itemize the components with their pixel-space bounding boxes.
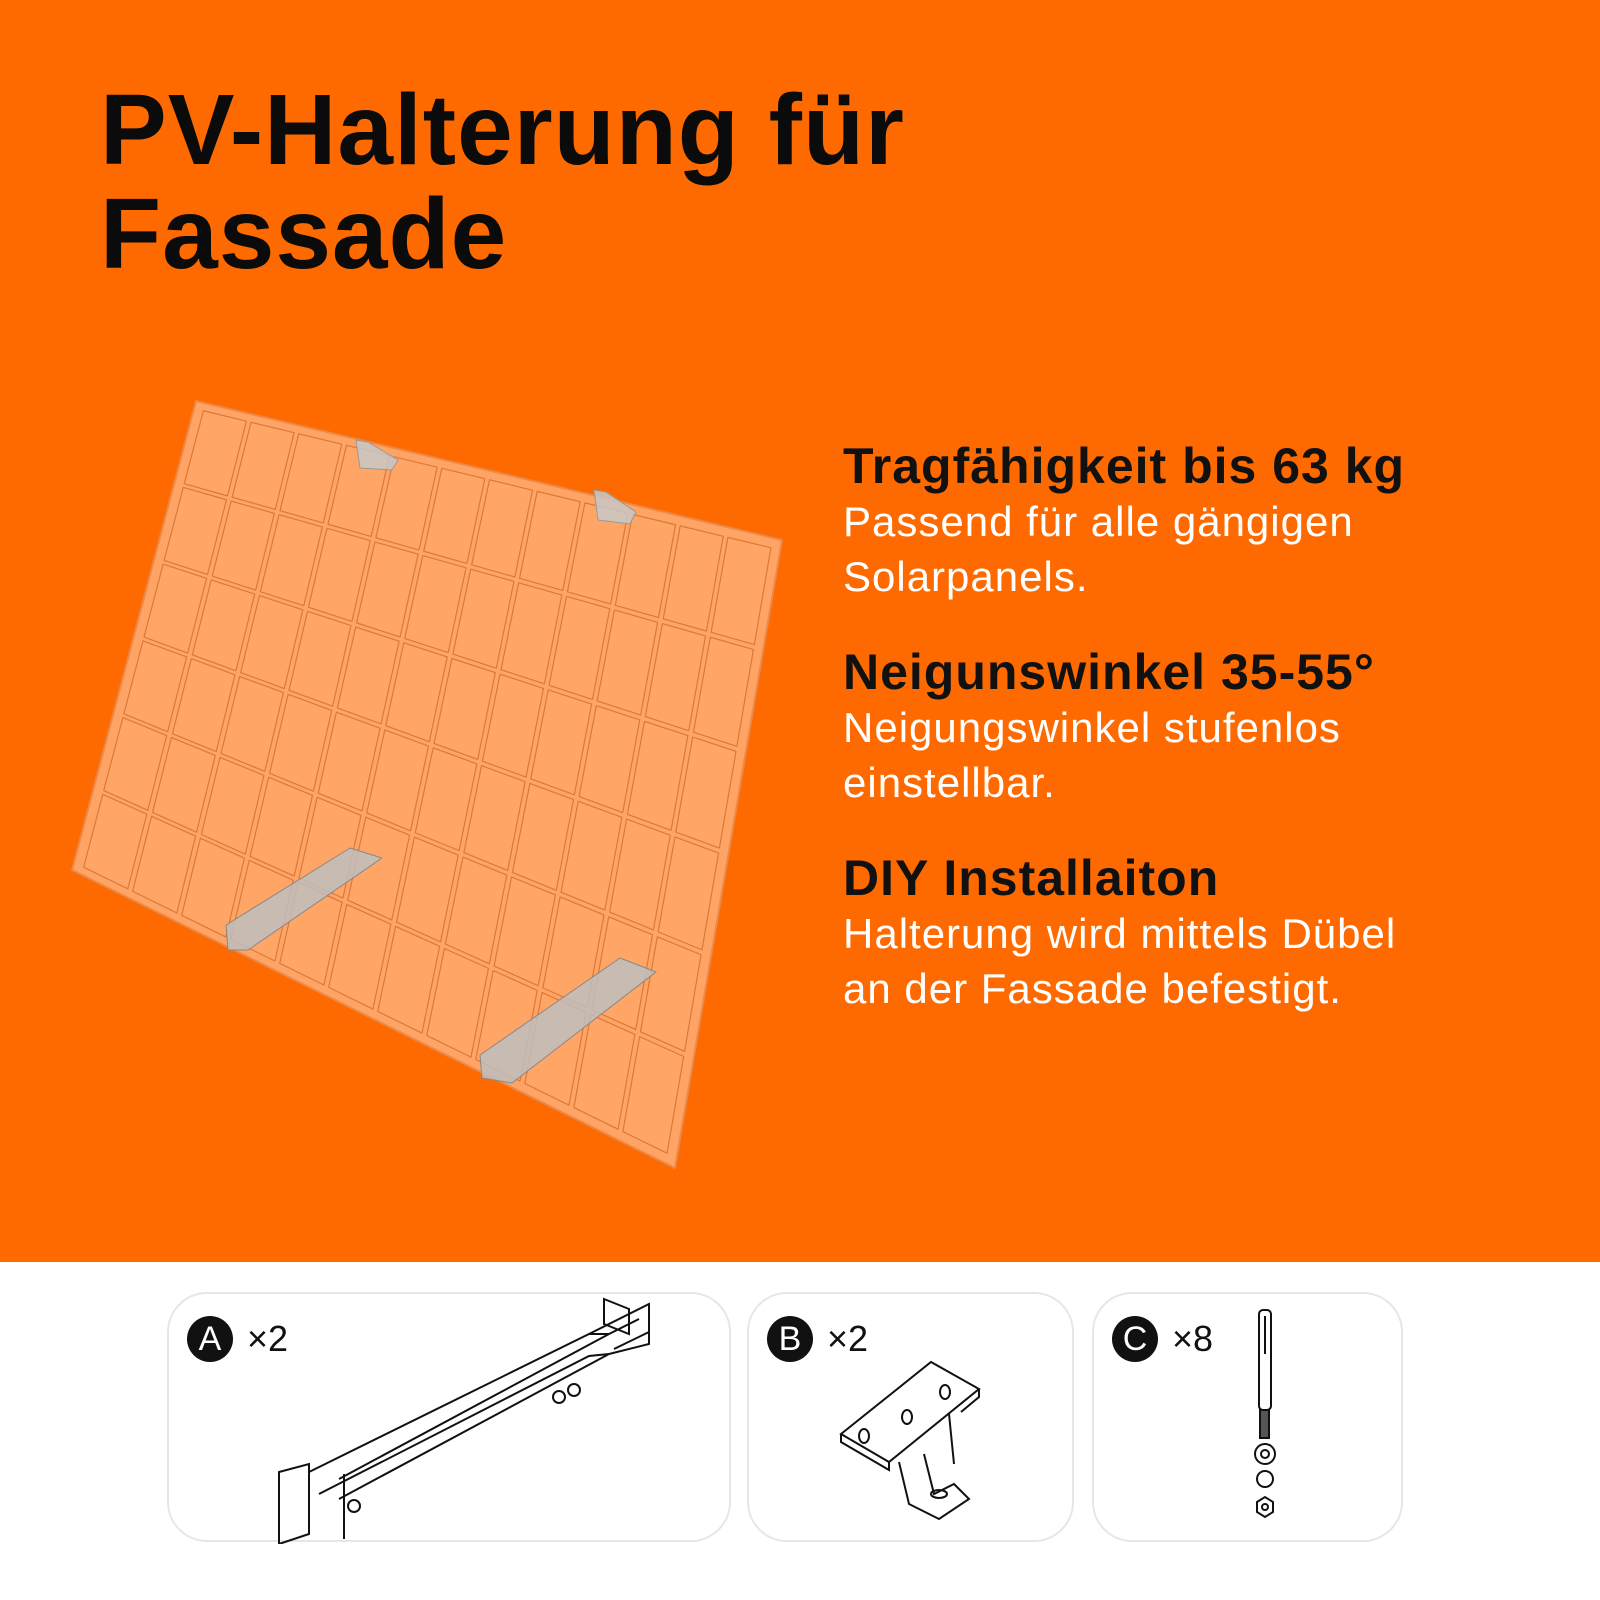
part-card-a [167,1292,731,1542]
part-letter-badge: B [767,1316,813,1362]
part-letter-badge: A [187,1316,233,1362]
parts-list [0,1262,1600,1600]
feature-body: Passend für alle gängigen Solarpanels. [843,498,1354,600]
clamp-bracket-icon [749,1294,1076,1544]
feature-diy-installation [843,850,1583,1016]
part-card-b [747,1292,1074,1542]
feature-heading: DIY Installaiton [843,850,1220,906]
title-line-1: PV-Halterung für [100,74,905,186]
feature-list [843,438,1583,1056]
telescopic-arm-icon [169,1294,733,1544]
part-letter-badge: C [1112,1316,1158,1362]
solar-panel-illustration [0,0,820,1200]
feature-heading: Tragfähigkeit bis 63 kg [843,438,1406,494]
feature-body: Halterung wird mittels Dübel an der Fassade befestigt. [843,910,1397,1012]
part-quantity: ×2 [827,1318,869,1359]
anchor-bolt-icon [1094,1294,1405,1544]
part-card-c [1092,1292,1403,1542]
feature-heading: Neigunswinkel 35-55° [843,644,1375,700]
feature-load-capacity [843,438,1583,604]
part-quantity: ×2 [247,1318,289,1359]
feature-tilt-angle [843,644,1583,810]
title-line-2: Fassade [100,178,508,290]
feature-body: Neigungswinkel stufenlos einstellbar. [843,704,1341,806]
part-quantity: ×8 [1172,1318,1214,1359]
